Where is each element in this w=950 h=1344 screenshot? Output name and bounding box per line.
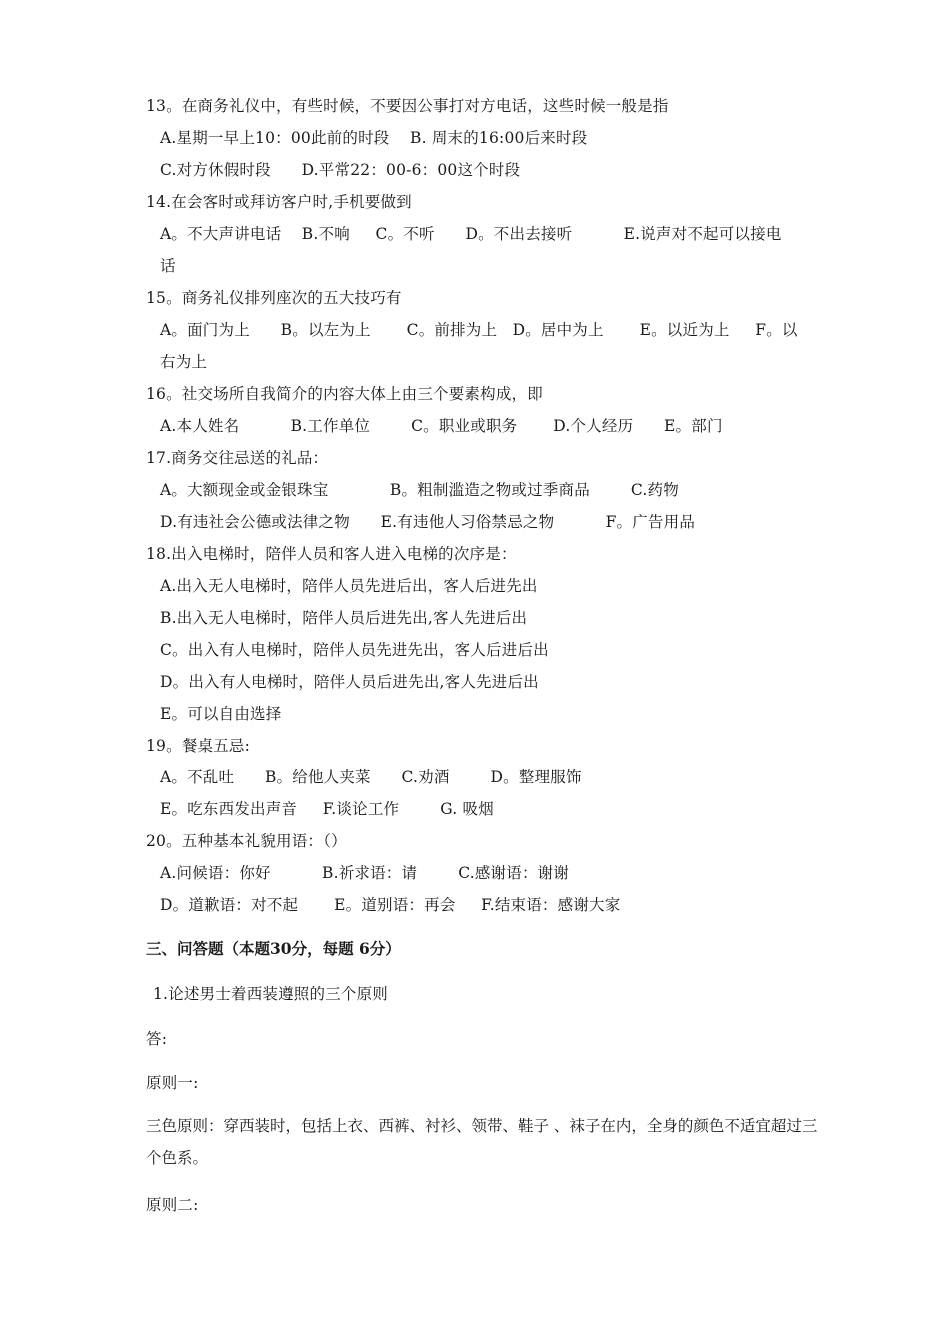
essay-question-1: 1.论述男士着西装遵照的三个原则 xyxy=(153,985,388,1003)
question-20-stem: 20。五种基本礼貌用语：（） xyxy=(146,832,347,850)
question-17-stem: 17.商务交往忌送的礼品： xyxy=(146,449,329,467)
question-18-stem: 18.出入电梯时，陪伴人员和客人进入电梯的次序是： xyxy=(146,545,517,563)
question-14-options-line-2: 话 xyxy=(160,257,176,275)
question-18-option-c: C。出入有人电梯时，陪伴人员先进先出，客人后进后出 xyxy=(160,641,549,659)
question-17-options-line-1: A。大额现金或金银珠宝 B。粗制滥造之物或过季商品 C.药物 xyxy=(160,481,679,499)
question-16-options-line-1: A.本人姓名 B.工作单位 C。职业或职务 D.个人经历 E。部门 xyxy=(160,417,723,435)
question-13-stem: 13。在商务礼仪中，有些时候，不要因公事打对方电话，这些时候一般是指 xyxy=(146,97,669,115)
question-19-options-line-1: A。不乱吐 B。给他人夹菜 C.劝酒 D。整理服饰 xyxy=(160,768,582,786)
question-19-options-line-2: E。吃东西发出声音 F.谈论工作 G. 吸烟 xyxy=(160,800,494,818)
question-14-stem: 14.在会客时或拜访客户时,手机要做到 xyxy=(146,193,412,211)
answer-label: 答: xyxy=(146,1030,168,1048)
question-20-options-line-1: A.问候语：你好 B.祈求语：请 C.感谢语：谢谢 xyxy=(160,864,570,882)
question-13-options-line-2: C.对方休假时段 D.平常22：00-6：00这个时段 xyxy=(160,161,521,179)
question-18-option-e: E。可以自由选择 xyxy=(160,705,282,723)
question-15-stem: 15。商务礼仪排列座次的五大技巧有 xyxy=(146,289,402,307)
question-19-stem: 19。餐桌五忌: xyxy=(146,737,251,755)
principle-1-label: 原则一: xyxy=(146,1074,199,1092)
question-18-option-b: B.出入无人电梯时，陪伴人员后进先出,客人先进后出 xyxy=(160,609,528,627)
question-14-options-line-1: A。不大声讲电话 B.不响 C。不听 D。不出去接听 E.说声对不起可以接电 xyxy=(160,225,782,243)
question-18-option-a: A.出入无人电梯时，陪伴人员先进后出，客人后进先出 xyxy=(160,577,538,595)
section-3-heading: 三、问答题（本题30分，每题 6分） xyxy=(146,939,401,958)
question-18-option-d: D。出入有人电梯时，陪伴人员后进先出,客人先进后出 xyxy=(160,673,539,691)
principle-1-text: 三色原则：穿西装时，包括上衣、西裤、衬衫、领带、鞋子 、袜子在内，全身的颜色不适宜超过三个色系。 xyxy=(146,1117,818,1167)
question-15-options-line-1: A。面门为上 B。以左为上 C。前排为上 D。居中为上 E。以近为上 F。以 xyxy=(160,321,798,339)
question-15-options-line-2: 右为上 xyxy=(160,353,208,371)
principle-2-label: 原则二: xyxy=(146,1196,199,1214)
question-13-options-line-1: A.星期一早上10：00此前的时段 B. 周末的16:00后来时段 xyxy=(160,129,588,147)
question-20-options-line-2: D。道歉语：对不起 E。道别语：再会 F.结束语：感谢大家 xyxy=(160,896,621,914)
question-17-options-line-2: D.有违社会公德或法律之物 E.有违他人习俗禁忌之物 F。广告用品 xyxy=(160,513,696,531)
question-16-stem: 16。社交场所自我简介的内容大体上由三个要素构成，即 xyxy=(146,385,543,403)
